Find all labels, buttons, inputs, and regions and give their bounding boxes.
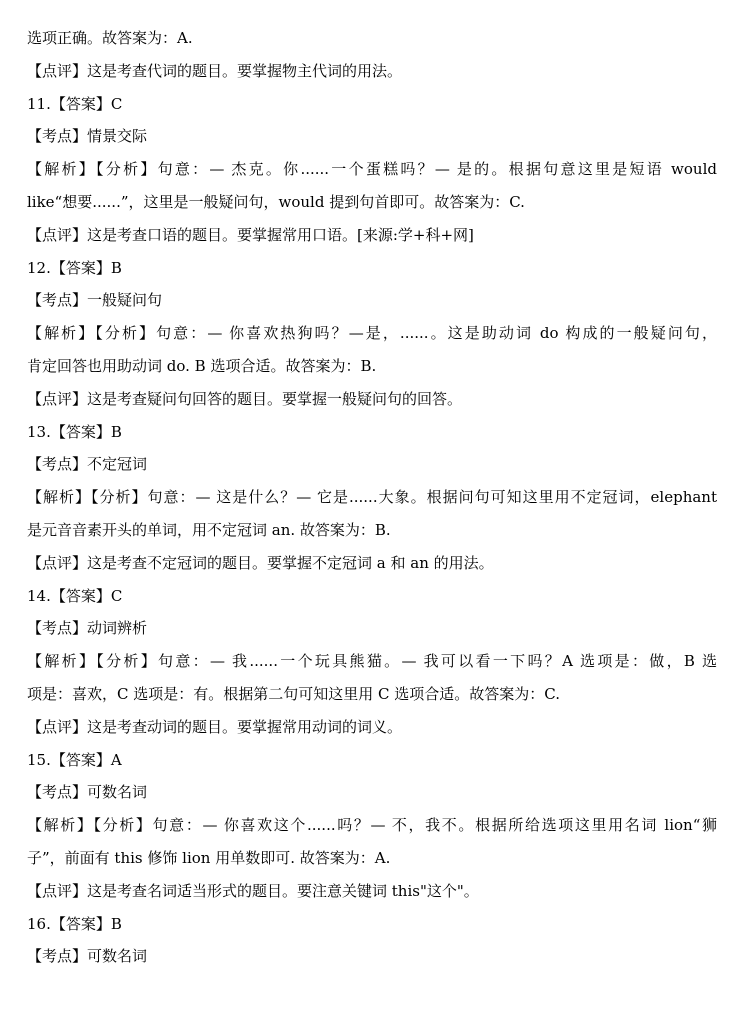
text-line: 【考点】一般疑问句: [27, 291, 163, 310]
text-line: 【解析】【分析】句意：— 杰克。你......一个蛋糕吗？— 是的。根据句意这里是短语 would: [27, 160, 717, 179]
text-line: 16.【答案】B: [27, 914, 122, 933]
text-line: 【解析】【分析】句意：— 我......一个玩具熊猫。— 我可以看一下吗？A 选项是：做，B 选: [27, 652, 717, 671]
text-line: 选项正确。故答案为：A.: [27, 29, 193, 47]
text-line: 【点评】这是考查疑问句回答的题目。要掌握一般疑问句的回答。: [27, 389, 463, 408]
document-page: [27, 22, 717, 973]
text-line: 【解析】【分析】句意：— 你喜欢这个......吗？— 不，我不。根据所给选项这里用名词 lion“狮: [27, 816, 717, 835]
text-line: 【考点】可数名词: [27, 783, 148, 802]
text-line: 12.【答案】B: [27, 258, 122, 277]
text-line: 是元音音素开头的单词，用不定冠词 an. 故答案为：B.: [27, 520, 391, 539]
text-line: 子”，前面有 this 修饰 lion 用单数即可. 故答案为：A.: [27, 848, 391, 867]
text-line: 【考点】情景交际: [27, 127, 148, 146]
text-line: 15.【答案】A: [27, 750, 122, 769]
text-line: 【考点】可数名词: [27, 947, 148, 966]
text-line: 项是：喜欢，C 选项是：有。根据第二句可知这里用 C 选项合适。故答案为：C.: [27, 684, 560, 703]
text-line: 【解析】【分析】句意：— 这是什么？— 它是......大象。根据问句可知这里用不定冠词，elephant: [27, 488, 717, 507]
text-line: 【点评】这是考查口语的题目。要掌握常用口语。[来源:学+科+网]: [27, 225, 474, 244]
text-line: 11.【答案】C: [27, 94, 123, 113]
text-line: 【点评】这是考查不定冠词的题目。要掌握不定冠词 a 和 an 的用法。: [27, 553, 494, 572]
text-line: 【点评】这是考查名词适当形式的题目。要注意关键词 this"这个"。: [27, 881, 479, 900]
text-line: 【解析】【分析】句意：— 你喜欢热狗吗？—是，......。这是助动词 do 构成的一般疑问句，: [27, 324, 717, 343]
text-line: 14.【答案】C: [27, 586, 123, 605]
text-line: 【点评】这是考查代词的题目。要掌握物主代词的用法。: [27, 61, 403, 80]
text-line: 【考点】不定冠词: [27, 455, 148, 474]
text-line: 肯定回答也用助动词 do. B 选项合适。故答案为：B.: [27, 356, 377, 375]
text-line: 13.【答案】B: [27, 422, 122, 441]
text-line: like“想要......”，这里是一般疑问句，would 提到句首即可。故答案为：C.: [27, 192, 525, 211]
text-line: 【点评】这是考查动词的题目。要掌握常用动词的词义。: [27, 717, 403, 736]
text-line: 【考点】动词辨析: [27, 619, 148, 638]
